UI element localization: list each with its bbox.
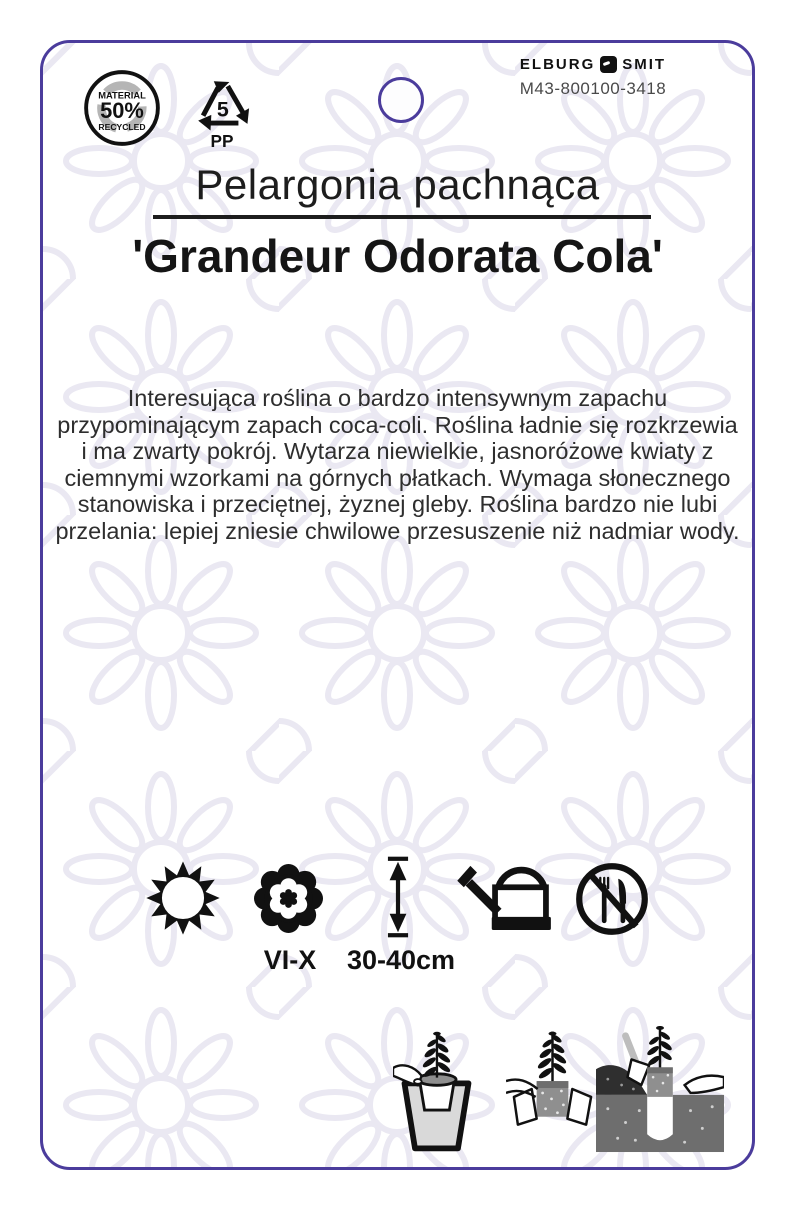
- cultivar-title: 'Grandeur Odorata Cola': [132, 230, 663, 282]
- watering-can-icon: [453, 861, 565, 939]
- height-range-label: 30-40cm: [346, 945, 456, 975]
- badge-text-bottom: RECYCLED: [98, 121, 146, 132]
- brand-name-left: ELBURG: [519, 56, 596, 73]
- species-title: Pelargonia pachnąca: [195, 161, 600, 208]
- badge-text-center: 50%: [100, 98, 144, 124]
- resin-material: PP: [210, 130, 234, 151]
- elburg-smit-logo-icon: [600, 56, 617, 73]
- no-cutlery-icon: [573, 860, 651, 938]
- badge-text-top: MATERIAL: [98, 90, 146, 101]
- plant-in-ground-illustration: [596, 1019, 724, 1159]
- soak-pot-illustration: [393, 1025, 479, 1157]
- planting-instructions: [43, 1023, 752, 1163]
- description-line: i ma zwarty pokrój. Wytarza niewielkie, jasnoróżowe kwiaty z: [81, 438, 714, 464]
- brand-logo: [473, 56, 713, 73]
- plant-label-card: [40, 40, 755, 1170]
- description-line: przypominającym zapach coca-coli. Roślina ładnie się rozkrzewia: [57, 411, 738, 438]
- remove-pot-illustration: [506, 1025, 600, 1157]
- description-line: przelania: lepiej zniesie chwilowe przesuszenie niż nadmiar wody.: [55, 517, 740, 544]
- description-line: ciemnymi wzorkami na górnych płatkach. Wymaga słonecznego: [64, 464, 731, 491]
- description-line: stanowiska i przeciętnej, żyznej gleby. Roślina bardzo nie lubi: [77, 491, 718, 517]
- material-recycled-badge: [83, 69, 161, 147]
- height-arrow-icon: [378, 855, 418, 939]
- product-code: M43-800100-3418: [519, 79, 667, 98]
- description-line: Interesująca roślina o bardzo intensywnym zapachu: [127, 385, 668, 411]
- resin-number: 5: [216, 97, 229, 122]
- flower-icon: [251, 861, 326, 936]
- plant-description: [43, 385, 752, 544]
- sun-icon: [144, 859, 222, 937]
- brand-name-right: SMIT: [622, 56, 667, 73]
- punch-hole: [378, 77, 424, 123]
- title-divider: [153, 215, 651, 219]
- brand-block: [473, 56, 713, 99]
- care-icons-row: [43, 855, 752, 945]
- resin-code-triangle-icon: [193, 73, 251, 151]
- flowering-period-label: VI-X: [263, 945, 317, 975]
